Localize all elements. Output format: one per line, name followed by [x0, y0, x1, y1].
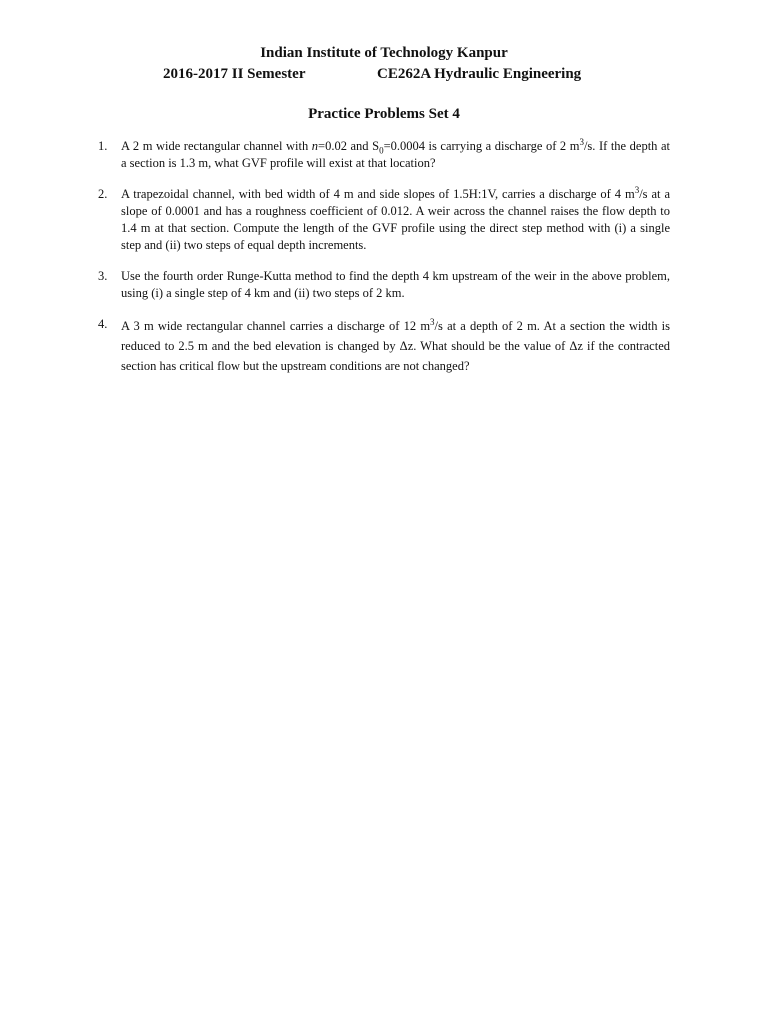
institute-name: Indian Institute of Technology Kanpur [260, 45, 508, 61]
problem-item [98, 268, 670, 302]
course-title: CE262A Hydraulic Engineering [377, 66, 582, 82]
problem-number: 1. [98, 139, 108, 153]
problem-text [121, 138, 670, 172]
problem-item [98, 186, 670, 254]
problem-text-part: /s. If the depth at a section is 1.3 m, what GVF profile will exist at that location? [121, 139, 670, 170]
problem-list [98, 138, 670, 390]
problem-text-part: Use the fourth order Runge-Kutta method to find the depth 4 km upstream of the weir in the above problem, using (i) a single step of 4 km and (ii) two steps of 2 km. [121, 269, 670, 300]
problem-text-part: A trapezoidal channel, with bed width of 4 m and side slopes of 1.5H:1V, carries a discharge of 4 m [121, 187, 635, 201]
problem-item [98, 138, 670, 172]
problem-text-part: /s at a slope of 0.0001 and has a roughness coefficient of 0.012. A weir across the channel raises the flow depth to 1.4 m at that section. Compute the length of the GVF profile using the direct step method with (i) a single step and (ii) two steps of equal depth increments. [121, 187, 670, 252]
superscript: 3 [430, 316, 435, 327]
problem-text [121, 316, 670, 376]
subscript: 0 [379, 145, 384, 156]
superscript: 3 [579, 136, 584, 147]
problem-text-part: /s at a depth of 2 m. At a section the width is reduced to 2.5 m and the bed elevation is changed by Δz. What should be the value of Δz if the contracted section has critical flow but the upstream conditions are not changed? [121, 319, 670, 373]
problem-text [121, 268, 670, 302]
problem-text-part: A 3 m wide rectangular channel carries a discharge of 12 m [121, 319, 431, 333]
superscript: 3 [634, 184, 640, 195]
problem-text-part: =0.02 and S [318, 139, 380, 153]
problem-number: 4. [98, 317, 108, 331]
semester: 2016-2017 II Semester [163, 66, 306, 82]
problem-symbol-n: n [311, 139, 319, 153]
problem-text-part: A 2 m wide rectangular channel with [121, 139, 312, 153]
problem-text-part: =0.0004 is carrying a discharge of 2 m [383, 139, 580, 153]
problem-number: 2. [98, 187, 108, 201]
set-title: Practice Problems Set 4 [308, 106, 460, 122]
problem-item [98, 316, 670, 376]
problem-text [121, 186, 670, 254]
problem-number: 3. [98, 269, 108, 283]
